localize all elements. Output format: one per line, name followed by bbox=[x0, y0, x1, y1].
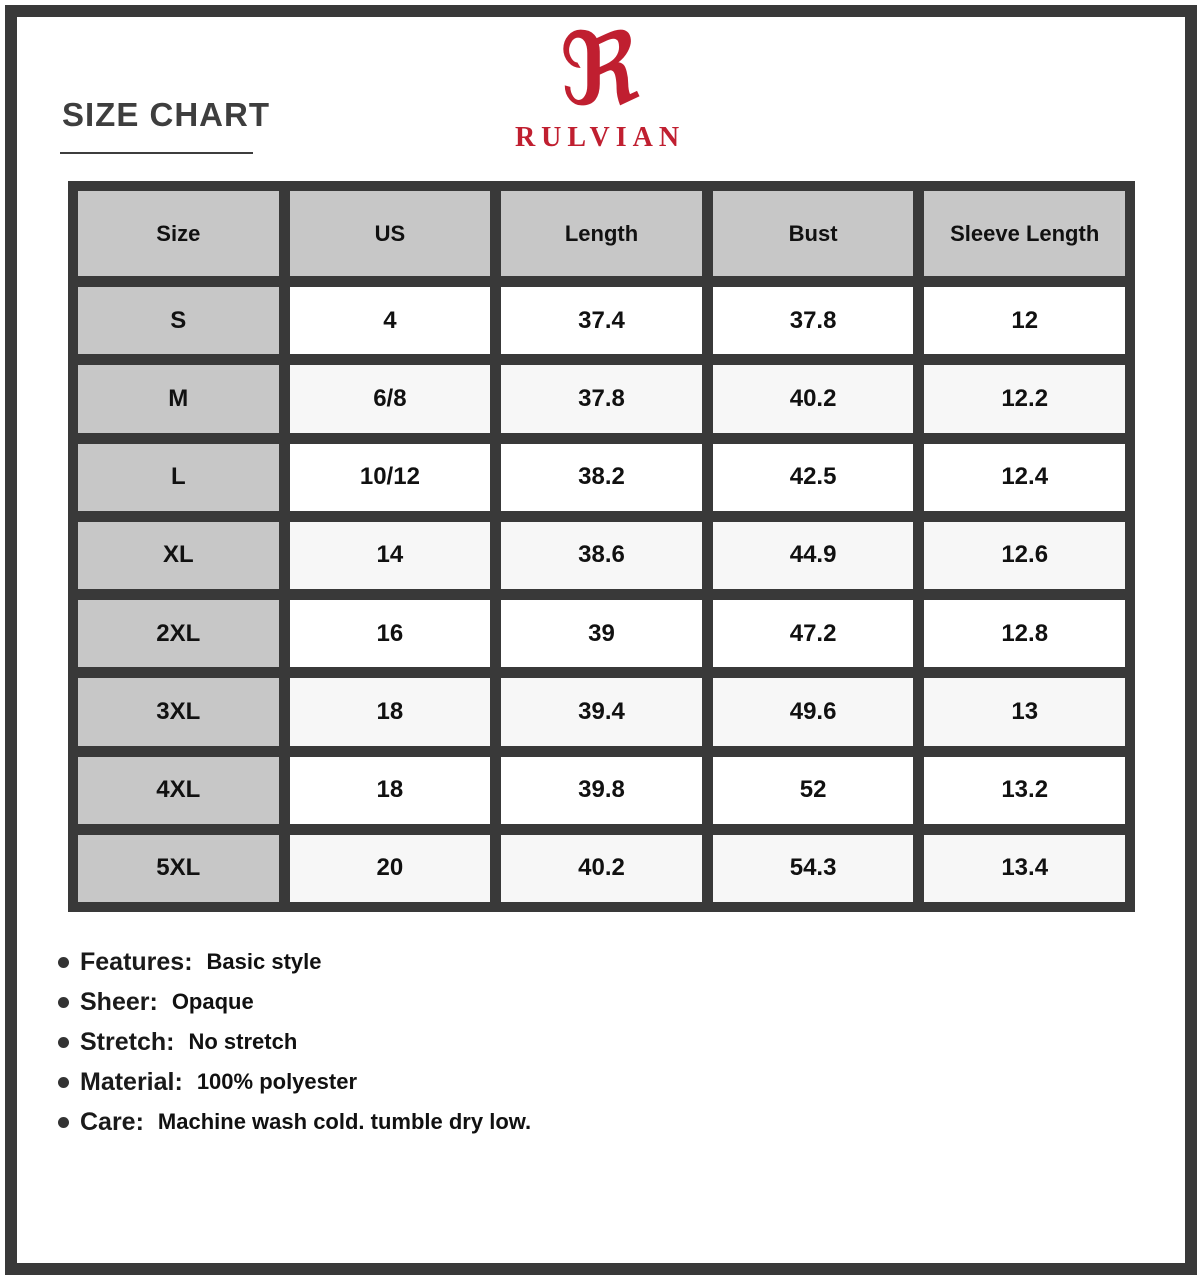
data-cell: 37.4 bbox=[501, 287, 702, 354]
data-cell: 12.4 bbox=[924, 444, 1125, 511]
detail-label: Stretch: bbox=[80, 1027, 175, 1056]
data-cell: 42.5 bbox=[713, 444, 914, 511]
detail-label: Material: bbox=[80, 1067, 183, 1096]
data-cell: 13.2 bbox=[924, 757, 1125, 824]
bullet-icon bbox=[58, 1117, 69, 1128]
size-cell: S bbox=[78, 287, 279, 354]
data-cell: 47.2 bbox=[713, 600, 914, 667]
list-item bbox=[58, 1062, 531, 1102]
list-item bbox=[58, 982, 531, 1022]
data-cell: 44.9 bbox=[713, 522, 914, 589]
data-cell: 12.8 bbox=[924, 600, 1125, 667]
detail-label: Care: bbox=[80, 1107, 144, 1136]
brand-wordmark: RULVIAN bbox=[514, 122, 686, 153]
size-cell: M bbox=[78, 365, 279, 432]
data-cell: 16 bbox=[290, 600, 491, 667]
data-cell: 18 bbox=[290, 678, 491, 745]
list-item bbox=[58, 942, 531, 982]
size-cell: 4XL bbox=[78, 757, 279, 824]
brand-r-icon: ℜ bbox=[559, 11, 641, 128]
data-cell: 20 bbox=[290, 835, 491, 902]
data-cell: 12 bbox=[924, 287, 1125, 354]
data-cell: 12.2 bbox=[924, 365, 1125, 432]
data-cell: 13 bbox=[924, 678, 1125, 745]
detail-label: Sheer: bbox=[80, 987, 158, 1016]
data-cell: 37.8 bbox=[713, 287, 914, 354]
header-cell-size: Size bbox=[78, 191, 279, 276]
size-cell: 5XL bbox=[78, 835, 279, 902]
size-cell: 3XL bbox=[78, 678, 279, 745]
detail-value: No stretch bbox=[188, 1029, 298, 1054]
data-cell: 38.6 bbox=[501, 522, 702, 589]
data-cell: 40.2 bbox=[713, 365, 914, 432]
brand-logo bbox=[450, 11, 750, 154]
data-cell: 54.3 bbox=[713, 835, 914, 902]
data-cell: 39 bbox=[501, 600, 702, 667]
data-cell: 4 bbox=[290, 287, 491, 354]
bullet-icon bbox=[58, 957, 69, 968]
size-table bbox=[68, 181, 1135, 912]
data-cell: 38.2 bbox=[501, 444, 702, 511]
detail-value: Basic style bbox=[206, 949, 322, 974]
size-cell: L bbox=[78, 444, 279, 511]
data-cell: 40.2 bbox=[501, 835, 702, 902]
data-cell: 39.4 bbox=[501, 678, 702, 745]
detail-value: 100% polyester bbox=[196, 1069, 358, 1094]
title-underline bbox=[60, 152, 253, 154]
list-item bbox=[58, 1102, 531, 1142]
header-cell-bust: Bust bbox=[713, 191, 914, 276]
data-cell: 18 bbox=[290, 757, 491, 824]
product-details-list bbox=[58, 942, 531, 1142]
list-item bbox=[58, 1022, 531, 1062]
header-cell-sleeve-length: Sleeve Length bbox=[924, 191, 1125, 276]
data-cell: 14 bbox=[290, 522, 491, 589]
data-cell: 37.8 bbox=[501, 365, 702, 432]
data-cell: 10/12 bbox=[290, 444, 491, 511]
data-cell: 52 bbox=[713, 757, 914, 824]
data-cell: 6/8 bbox=[290, 365, 491, 432]
data-cell: 49.6 bbox=[713, 678, 914, 745]
page-title: SIZE CHART bbox=[62, 96, 270, 133]
bullet-icon bbox=[58, 1077, 69, 1088]
data-cell: 12.6 bbox=[924, 522, 1125, 589]
header-cell-us: US bbox=[290, 191, 491, 276]
detail-value: Machine wash cold. tumble dry low. bbox=[157, 1109, 532, 1134]
data-cell: 39.8 bbox=[501, 757, 702, 824]
bullet-icon bbox=[58, 997, 69, 1008]
detail-label: Features: bbox=[80, 947, 193, 976]
header-cell-length: Length bbox=[501, 191, 702, 276]
size-cell: 2XL bbox=[78, 600, 279, 667]
detail-value: Opaque bbox=[171, 989, 254, 1014]
size-cell: XL bbox=[78, 522, 279, 589]
data-cell: 13.4 bbox=[924, 835, 1125, 902]
bullet-icon bbox=[58, 1037, 69, 1048]
